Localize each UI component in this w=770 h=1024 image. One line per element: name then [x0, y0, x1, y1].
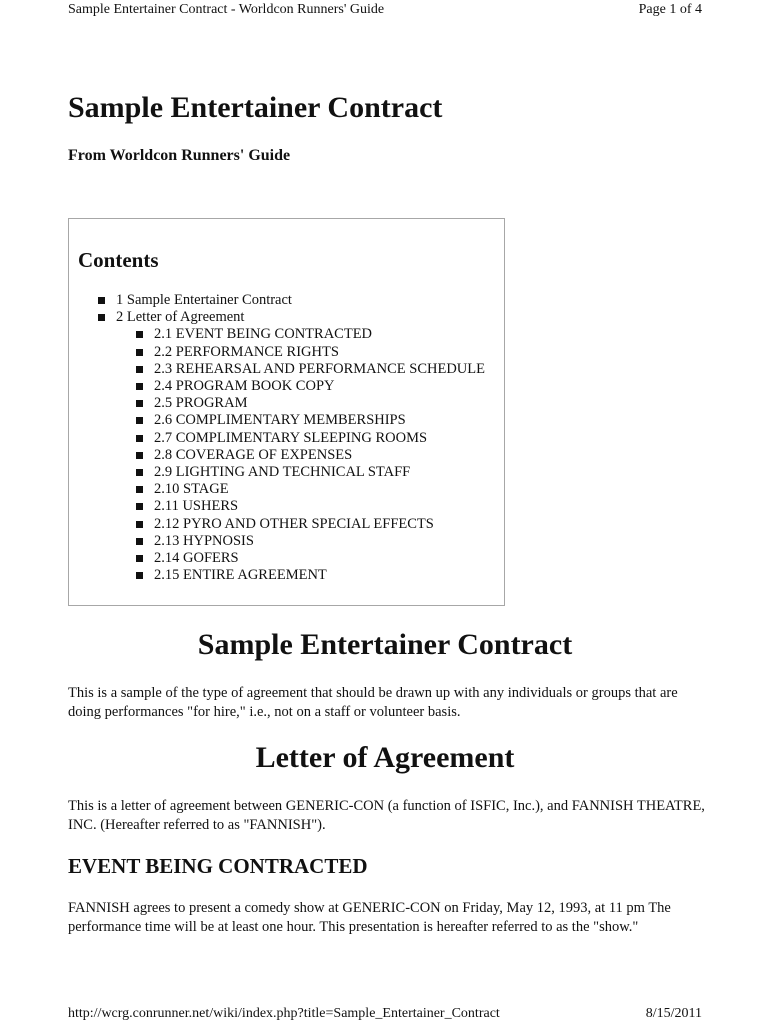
- print-header: [68, 1, 702, 19]
- print-header-page-number: Page 1 of 4: [638, 2, 702, 17]
- square-bullet-icon: [136, 366, 143, 373]
- toc-subitem[interactable]: [136, 361, 485, 378]
- toc-subitem-label[interactable]: 2.9 LIGHTING AND TECHNICAL STAFF: [154, 464, 411, 481]
- toc-subitem-label[interactable]: 2.1 EVENT BEING CONTRACTED: [154, 326, 373, 343]
- toc-item-label[interactable]: 1 Sample Entertainer Contract: [116, 292, 292, 308]
- toc-subitem[interactable]: [136, 481, 485, 498]
- toc-subitem-label[interactable]: 2.11 USHERS: [154, 498, 239, 515]
- toc-subitem[interactable]: [136, 447, 485, 464]
- section-heading-letter-of-agreement: Letter of Agreement: [255, 741, 515, 774]
- toc-subitem[interactable]: [136, 498, 485, 515]
- paragraph-letter-of-agreement: This is a letter of agreement between GENERIC-CON (a function of ISFIC, Inc.), and FANNISH THEATRE, INC. (Hereafter referred to as "FANNISH").: [68, 798, 705, 833]
- toc-subitem[interactable]: [136, 344, 485, 361]
- toc-subitem-label[interactable]: 2.2 PERFORMANCE RIGHTS: [154, 343, 339, 360]
- toc-sublist: [116, 326, 485, 584]
- paragraph-sample-contract: This is a sample of the type of agreement that should be drawn up with any individuals or groups that are doing performances "for hire," i.e., not on a staff or volunteer basis.: [68, 685, 678, 720]
- toc-subitem[interactable]: [136, 378, 485, 395]
- toc-subitem[interactable]: [136, 516, 485, 533]
- toc-subitem[interactable]: [136, 412, 485, 429]
- toc-subitem-label[interactable]: 2.3 REHEARSAL AND PERFORMANCE SCHEDULE: [154, 360, 485, 377]
- toc-list: [98, 292, 485, 584]
- square-bullet-icon: [136, 452, 143, 459]
- toc-subitem[interactable]: [136, 533, 485, 550]
- toc-subitem[interactable]: [136, 395, 485, 412]
- toc-subitem-label[interactable]: 2.6 COMPLIMENTARY MEMBERSHIPS: [154, 412, 406, 429]
- page-title: Sample Entertainer Contract: [68, 91, 443, 124]
- square-bullet-icon: [136, 331, 143, 338]
- section-heading-event-being-contracted: EVENT BEING CONTRACTED: [68, 854, 368, 878]
- toc-subitem-label[interactable]: 2.14 GOFERS: [154, 550, 239, 567]
- site-subtitle: From Worldcon Runners' Guide: [68, 147, 291, 164]
- print-footer-url: http://wcrg.conrunner.net/wiki/index.php?title=Sample_Entertainer_Contract: [68, 1006, 500, 1021]
- square-bullet-icon: [98, 297, 105, 304]
- toc-subitem[interactable]: [136, 567, 485, 584]
- toc-title: Contents: [78, 248, 159, 272]
- toc-subitem-label[interactable]: 2.4 PROGRAM BOOK COPY: [154, 378, 335, 395]
- print-footer: [68, 1005, 702, 1023]
- toc-subitem-label[interactable]: 2.12 PYRO AND OTHER SPECIAL EFFECTS: [154, 515, 434, 532]
- square-bullet-icon: [136, 572, 143, 579]
- square-bullet-icon: [136, 521, 143, 528]
- square-bullet-icon: [136, 555, 143, 562]
- toc-subitem[interactable]: [136, 326, 485, 343]
- toc-subitem-label[interactable]: 2.5 PROGRAM: [154, 395, 248, 412]
- square-bullet-icon: [136, 435, 143, 442]
- square-bullet-icon: [136, 469, 143, 476]
- print-footer-date: 8/15/2011: [645, 1006, 702, 1021]
- square-bullet-icon: [136, 349, 143, 356]
- print-header-title: Sample Entertainer Contract - Worldcon Runners' Guide: [68, 2, 385, 17]
- toc-item[interactable]: [98, 309, 485, 584]
- paragraph-event-being-contracted: FANNISH agrees to present a comedy show at GENERIC-CON on Friday, May 12, 1993, at 11 pm The performance time will be at least one hour. This presentation is hereafter referred to as the "show.": [68, 900, 671, 935]
- square-bullet-icon: [136, 400, 143, 407]
- square-bullet-icon: [136, 383, 143, 390]
- toc-subitem-label[interactable]: 2.13 HYPNOSIS: [154, 532, 254, 549]
- toc-subitem-label[interactable]: 2.8 COVERAGE OF EXPENSES: [154, 446, 353, 463]
- section-heading-sample-contract: Sample Entertainer Contract: [197, 628, 573, 661]
- toc-item[interactable]: [98, 292, 485, 309]
- toc-subitem[interactable]: [136, 464, 485, 481]
- table-of-contents: [68, 218, 505, 606]
- square-bullet-icon: [98, 314, 105, 321]
- toc-subitem-label[interactable]: 2.10 STAGE: [154, 481, 229, 498]
- toc-subitem-label[interactable]: 2.7 COMPLIMENTARY SLEEPING ROOMS: [154, 429, 428, 446]
- square-bullet-icon: [136, 417, 143, 424]
- square-bullet-icon: [136, 486, 143, 493]
- toc-subitem-label[interactable]: 2.15 ENTIRE AGREEMENT: [154, 567, 327, 584]
- toc-item-label[interactable]: 2 Letter of Agreement: [116, 309, 245, 326]
- square-bullet-icon: [136, 503, 143, 510]
- square-bullet-icon: [136, 538, 143, 545]
- toc-subitem[interactable]: [136, 430, 485, 447]
- toc-subitem[interactable]: [136, 550, 485, 567]
